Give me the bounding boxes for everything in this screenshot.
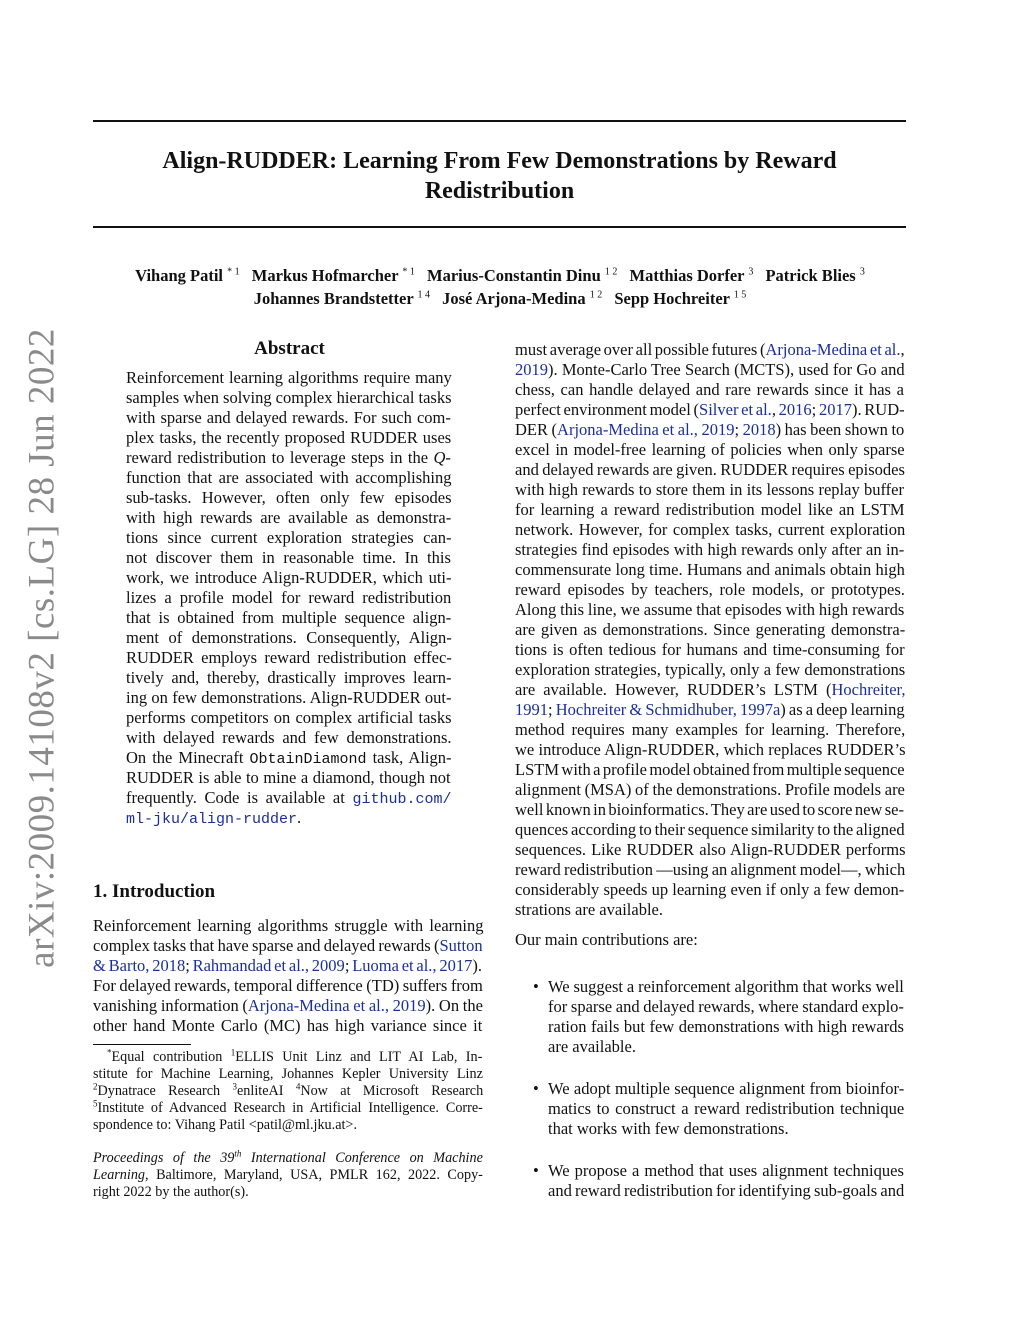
text-line: We suggest a reinforcement algorithm that works well bbox=[548, 977, 904, 996]
text-line: lizes a profile model for reward redistribution bbox=[126, 588, 452, 607]
text-line: quences according to their sequence similarity to the aligned bbox=[515, 820, 905, 839]
text-line: chess, can handle delayed and rare rewards since it has a bbox=[515, 380, 904, 399]
text-line: sub-tasks. However, often only few episodes bbox=[126, 488, 452, 507]
contribution-item bbox=[548, 1161, 906, 1201]
text-line: are given as demonstrations. Since generating demonstra- bbox=[515, 620, 906, 639]
footnote-text: stitute for Machine Learning, Johannes Kepler University Linz bbox=[93, 1066, 483, 1082]
text-line: performs competitors on complex artificial tasks bbox=[126, 708, 452, 727]
text-line: considerably speeds up learning even if only a few demon- bbox=[515, 880, 905, 899]
introduction-body bbox=[93, 916, 485, 1036]
text-line: strations are available. bbox=[515, 900, 663, 919]
author-affiliation: 1 4 bbox=[417, 289, 430, 301]
text-line: RUDDER is able to mine a diamond, though not bbox=[126, 768, 451, 787]
author: Johannes Brandstetter $^{1 4}$ bbox=[253, 289, 430, 308]
text-line: commensurate long time. Humans and animals obtain high bbox=[515, 560, 905, 579]
proceedings-text: right 2022 by the author(s). bbox=[93, 1184, 249, 1200]
text-line: that works with few demonstrations. bbox=[548, 1119, 789, 1138]
author: Patrick Blies $^3$ bbox=[765, 265, 865, 285]
author-row bbox=[60, 286, 940, 310]
text-line: with delayed rewards and few demonstrations. bbox=[126, 728, 452, 747]
text-line: frequently. Code is available at github.com/ bbox=[126, 788, 452, 808]
text-line: for sparse and delayed rewards, where standard explo- bbox=[548, 997, 904, 1016]
text-line: strategies find episodes with high rewards only after an in- bbox=[515, 540, 905, 559]
proceedings-sup: th bbox=[234, 1148, 242, 1159]
citation-link[interactable]: Hochreiter, bbox=[831, 680, 906, 699]
text-line: alignment (MSA) of the demonstrations. Profile models are bbox=[515, 780, 905, 799]
text-line: We adopt multiple sequence alignment from bioinfor- bbox=[548, 1079, 905, 1098]
footnote: *Equal contribution $^1$ELLIS Unit Linz and LIT AI Lab, In- stitute for Machine Learning, Johannes Kepler University Linz $^2$Dynatrace Research $^3$enliteAI $^4$Now at Microsoft Research $^5$Institute of Advanced Research in Artificial Intelligence. Corre- spondence to: Vihang Patil <patil@ml.jku.at>. bbox=[93, 1047, 484, 1133]
text-line: are available. bbox=[548, 1037, 636, 1056]
text-line: RUDDER employs reward redistribution effec- bbox=[126, 648, 452, 667]
text-line: with high rewards to store them in its lessons replay buffer bbox=[515, 480, 904, 499]
bullet-icon: • bbox=[533, 977, 539, 996]
citation-link[interactable]: Luoma et al., 2017 bbox=[352, 956, 473, 975]
text-line: vanishing information (Arjona-Medina et al., 2019). On the bbox=[93, 996, 483, 1015]
text-line: work, we introduce Align-RUDDER, which uti- bbox=[126, 568, 452, 587]
author: José Arjona-Medina $^{1 2}$ bbox=[442, 289, 603, 308]
proceedings-note bbox=[93, 1150, 485, 1201]
arxiv-stamp: arXiv:2009.14108v2 [cs.LG] 28 Jun 2022 bbox=[21, 328, 63, 968]
footnote-text: Equal contribution bbox=[111, 1049, 223, 1065]
contributions-intro: Our main contributions are: bbox=[515, 930, 698, 949]
text-line: DER (Arjona-Medina et al., 2019; 2018) has been shown to bbox=[515, 420, 905, 439]
text-line: ml-jku/align-rudder. bbox=[126, 808, 302, 828]
code-text: ObtainDiamond bbox=[249, 751, 367, 768]
introduction-heading: 1. Introduction bbox=[93, 881, 216, 902]
text-line: ration fails but few demonstrations with high rewards bbox=[548, 1017, 904, 1036]
text-line: Reinforcement learning algorithms require many bbox=[126, 368, 452, 387]
text-line: plex tasks, the recently proposed RUDDER uses bbox=[126, 428, 452, 447]
text-line: reward redistribution to leverage steps in the Q- bbox=[126, 448, 451, 467]
proceedings-text: , Baltimore, Maryland, USA, PMLR 162, 2022. Copy- bbox=[145, 1167, 483, 1183]
text-line: sequences. Like RUDDER also Align-RUDDER performs bbox=[515, 840, 906, 859]
text-line: matics to construct a reward redistribution technique bbox=[548, 1099, 905, 1118]
text-line: not discover them in reasonable time. In this bbox=[126, 548, 451, 567]
text-line: Along this line, we assume that episodes with high rewards bbox=[515, 600, 905, 619]
author-affiliation: 3 bbox=[859, 266, 865, 277]
text-line: function that are associated with accomplishing bbox=[126, 468, 452, 487]
text-line: complex tasks that have sparse and delayed rewards (Sutton bbox=[93, 936, 483, 955]
text-line: are available. However, RUDDER’s LSTM (Hochreiter, bbox=[515, 680, 906, 699]
proceedings-text: Proceedings of the 39 bbox=[93, 1150, 235, 1166]
text-line: Reinforcement learning algorithms struggle with learning bbox=[93, 916, 484, 935]
footnote-text: enliteAI bbox=[237, 1083, 284, 1099]
contribution-item bbox=[548, 1079, 906, 1139]
text-line: network. However, for complex tasks, current exploration bbox=[515, 520, 906, 539]
text-line: LSTM with a profile model obtained from multiple sequence bbox=[515, 760, 905, 779]
text-line: samples when solving complex hierarchical tasks bbox=[126, 388, 452, 407]
author-affiliation: * 1 bbox=[227, 266, 240, 277]
text-line: reward redistribution —using an alignment model—, which bbox=[515, 860, 906, 879]
abstract-body bbox=[126, 368, 453, 828]
text-line: tions since current exploration strategies can- bbox=[126, 528, 452, 547]
citation-link[interactable]: Sutton bbox=[439, 936, 483, 955]
author-affiliation: 1 2 bbox=[604, 266, 618, 277]
text-line: tively and, thereby, drastically improves learn- bbox=[126, 668, 452, 687]
author-list bbox=[60, 262, 940, 309]
text-line: well known in bioinformatics. They are used to score new se- bbox=[515, 800, 904, 819]
text-line: for learning a reward redistribution model like an LSTM bbox=[515, 500, 905, 519]
bullet-icon: • bbox=[533, 1161, 539, 1180]
paper-title bbox=[93, 146, 906, 206]
citation-link[interactable]: & Barto, 2018 bbox=[93, 956, 186, 975]
author: Vihang Patil $^{* 1}$ bbox=[135, 265, 240, 285]
text-line: excel in model-free learning of policies when only sparse bbox=[515, 440, 905, 459]
footnote-text: Dynatrace Research bbox=[97, 1083, 221, 1099]
title-rule-top bbox=[93, 120, 906, 122]
text-line: and reward redistribution for identifying sub-goals and bbox=[548, 1181, 905, 1200]
text-line: tions is often tedious for humans and time-consuming for bbox=[515, 640, 905, 659]
citation-link[interactable]: Arjona-Medina et al., 2019 bbox=[247, 996, 426, 1015]
text-line: ing on few demonstrations. Align-RUDDER out- bbox=[126, 688, 452, 707]
text-line: 2019). Monte-Carlo Tree Search (MCTS), used for Go and bbox=[515, 360, 905, 379]
author-row bbox=[60, 262, 940, 286]
citation-link[interactable]: 1991 bbox=[515, 700, 548, 719]
text-line: On the Minecraft ObtainDiamond task, Align- bbox=[126, 748, 452, 768]
text-line: with high rewards are available as demonstra- bbox=[126, 508, 452, 527]
author-affiliation: * 1 bbox=[402, 266, 415, 277]
text-line: 1991; Hochreiter & Schmidhuber, 1997a) as a deep learning bbox=[515, 700, 905, 719]
math-symbol: Q bbox=[433, 448, 446, 467]
text-line: & Barto, 2018; Rahmandad et al., 2009; Luoma et al., 2017). bbox=[93, 956, 482, 975]
author: Marius-Constantin Dinu $^{1 2}$ bbox=[427, 265, 618, 285]
proceedings-text: International Conference on Machine bbox=[241, 1150, 483, 1166]
footnote-text: Institute of Advanced Research in Artificial Intelligence. Corre- bbox=[97, 1100, 483, 1116]
text-line: with sparse and delayed rewards. For such com- bbox=[126, 408, 451, 427]
abstract-heading: Abstract bbox=[254, 338, 325, 359]
citation-link[interactable]: 2017 bbox=[818, 400, 852, 419]
citation-link[interactable]: Rahmandad et al., 2009 bbox=[192, 956, 345, 975]
author: Matthias Dorfer $^3$ bbox=[629, 265, 754, 285]
text-line: reward episodes by teachers, role models, or prototypes. bbox=[515, 580, 905, 599]
text-line: and delayed rewards are given. RUDDER requires episodes bbox=[515, 460, 905, 479]
title-line: Align-RUDDER: Learning From Few Demonstrations by Reward bbox=[162, 148, 837, 174]
title-rule-bottom bbox=[93, 226, 906, 228]
author: Sepp Hochreiter $^{1 5}$ bbox=[614, 289, 747, 308]
text-line: other hand Monte Carlo (MC) has high variance since it bbox=[93, 1016, 483, 1035]
code-link[interactable]: github.com/ bbox=[352, 791, 452, 808]
footnote-text: ELLIS Unit Linz and LIT AI Lab, In- bbox=[235, 1049, 483, 1065]
proceedings-text: Learning bbox=[93, 1167, 146, 1183]
right-column-body bbox=[515, 340, 907, 920]
citation-link[interactable]: 2019 bbox=[515, 360, 548, 379]
author-affiliation: 3 bbox=[748, 266, 754, 277]
code-link[interactable]: ml-jku/align-rudder bbox=[126, 811, 298, 828]
text-line: perfect environment model (Silver et al., 2016; 2017). RUD- bbox=[515, 400, 905, 419]
author-affiliation: 1 2 bbox=[589, 289, 603, 301]
citation-link[interactable]: 2018 bbox=[742, 420, 776, 439]
footnote-text: spondence to: Vihang Patil <patil@ml.jku.at>. bbox=[93, 1117, 357, 1133]
footnote-rule bbox=[93, 1044, 191, 1045]
bullet-icon: • bbox=[533, 1079, 539, 1098]
text-line: For delayed rewards, temporal difference (TD) suffers from bbox=[93, 976, 483, 995]
contribution-item bbox=[548, 977, 906, 1057]
citation-link[interactable]: Silver et al. bbox=[699, 400, 772, 419]
text-line: We propose a method that uses alignment techniques bbox=[548, 1161, 904, 1180]
citation-link[interactable]: Arjona-Medina et al., 2019 bbox=[557, 420, 735, 439]
citation-link[interactable]: 2016 bbox=[778, 400, 812, 419]
author-affiliation: 1 5 bbox=[733, 289, 747, 301]
author: Markus Hofmarcher $^{* 1}$ bbox=[251, 265, 415, 285]
text-line: we introduce Align-RUDDER, which replaces RUDDER’s bbox=[515, 740, 906, 759]
citation-link[interactable]: Hochreiter & Schmidhuber, 1997a bbox=[555, 700, 781, 719]
text-line: must average over all possible futures (Arjona-Medina et al., bbox=[515, 340, 905, 359]
text-line: that is obtained from multiple sequence align- bbox=[126, 608, 452, 627]
citation-link[interactable]: Arjona-Medina et al. bbox=[765, 340, 901, 359]
text-line: ment of demonstrations. Consequently, Align- bbox=[126, 628, 452, 647]
text-line: method requires many examples for learning. Therefore, bbox=[515, 720, 906, 739]
title-line: Redistribution bbox=[424, 178, 575, 204]
footnote-text: Now at Microsoft Research bbox=[300, 1083, 484, 1099]
text-line: exploration strategies, typically, only a few demonstrations bbox=[515, 660, 906, 679]
